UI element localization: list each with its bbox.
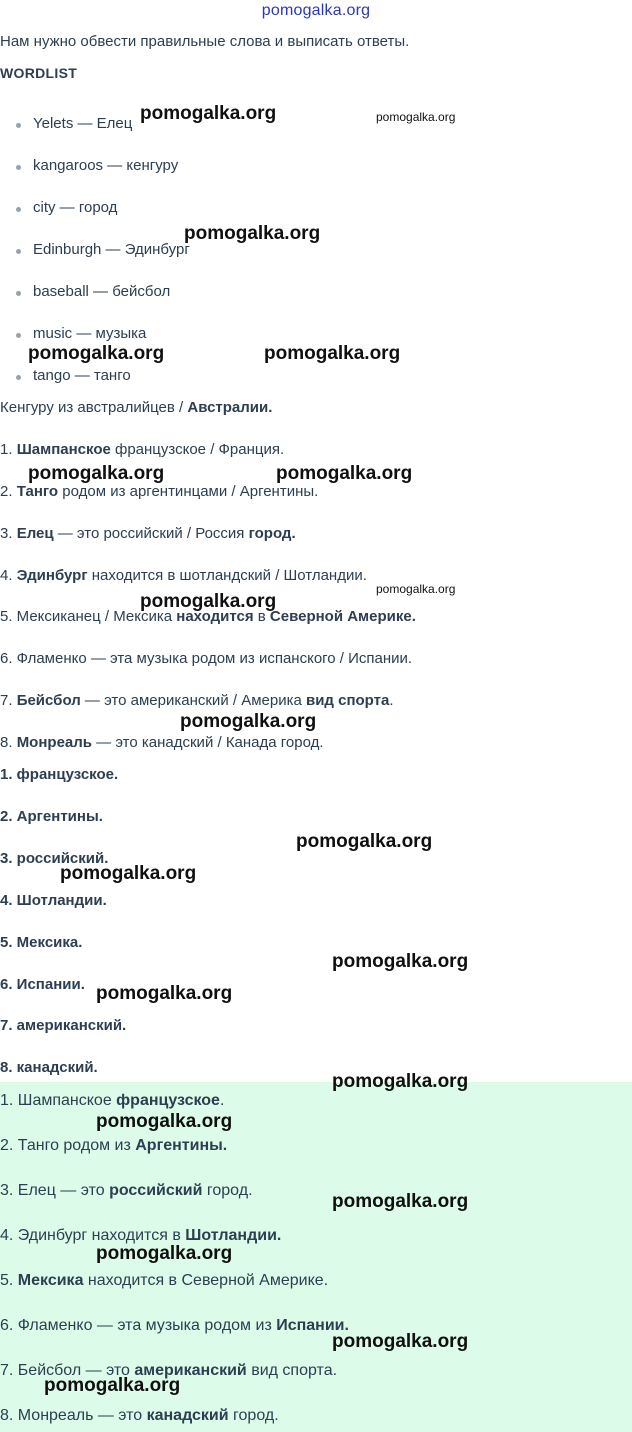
watermark: pomogalka.org (140, 591, 277, 612)
text-segment: в (253, 608, 270, 625)
watermark: pomogalka.org (332, 1071, 469, 1092)
text-segment: — это канадский / Канада город. (92, 734, 324, 751)
text-segment: 8. (0, 734, 17, 751)
exercise-sentence (0, 733, 324, 753)
exercise-sentence (0, 482, 318, 502)
text-segment: . (219, 1092, 225, 1109)
bold-segment: Бейсбол (16, 692, 81, 709)
example-answer: Австралии. (187, 399, 273, 416)
bullet-icon (16, 333, 21, 338)
exercise-sentence (0, 566, 367, 586)
example-line (0, 398, 272, 418)
text-segment: 1. Шампанское (0, 1092, 117, 1109)
text-segment: — это российский / Россия (53, 525, 249, 542)
bold-segment: российский (109, 1182, 203, 1199)
wordlist-item: kangaroos — кенгуру (33, 157, 179, 174)
text-segment: 3. (0, 525, 17, 542)
text-segment: 6. Фламенко — эта музыка родом из (0, 1317, 277, 1334)
answer-item: 1. французское. (0, 766, 119, 783)
text-segment: 4. (0, 567, 17, 584)
bullet-icon (16, 291, 21, 296)
exercise-sentence (0, 691, 394, 711)
bold-segment: Мексика (17, 1272, 84, 1289)
wordlist-title: WORDLIST (0, 65, 78, 81)
text-segment: родом из аргентинцами / Аргентины. (58, 483, 319, 500)
bold-segment: Монреаль (16, 734, 93, 751)
watermark: pomogalka.org (140, 103, 277, 124)
watermark: pomogalka.org (28, 343, 165, 364)
answer-item: 7. американский. (0, 1017, 127, 1034)
wordlist-item: Yelets — Елец (33, 115, 133, 132)
bold-segment: Елец (16, 525, 54, 542)
wordlist-item: tango — танго (33, 367, 131, 384)
wordlist-item: music — музыка (33, 325, 147, 342)
final-sentence (0, 1316, 349, 1336)
watermark: pomogalka.org (44, 1375, 181, 1396)
final-sentence (0, 1136, 227, 1156)
watermark: pomogalka.org (264, 343, 401, 364)
text-segment: 4. Эдинбург находится в (0, 1227, 186, 1244)
text-segment: 2. (0, 483, 17, 500)
wordlist-item: Edinburgh — Эдинбург (33, 241, 190, 258)
text-segment: город. (202, 1182, 253, 1199)
text-segment: вид спорта. (246, 1362, 338, 1379)
text-segment: 3. Елец — это (0, 1182, 110, 1199)
watermark: pomogalka.org (332, 951, 469, 972)
text-segment: 5. Мексиканец / Мексика (0, 608, 177, 625)
bullet-icon (16, 207, 21, 212)
text-segment: французское / Франция. (110, 441, 285, 458)
watermark: pomogalka.org (332, 1331, 469, 1352)
watermark: pomogalka.org (28, 463, 165, 484)
text-segment: 2. Танго родом из (0, 1137, 136, 1154)
bullet-icon (16, 375, 21, 380)
text-segment: город. (228, 1407, 279, 1424)
bullet-icon (16, 249, 21, 254)
bold-segment: Испании. (276, 1317, 349, 1334)
text-segment: 7. Бейсбол — это (0, 1362, 135, 1379)
watermark: pomogalka.org (96, 1111, 233, 1132)
wordlist-item: baseball — бейсбол (33, 283, 171, 300)
bold-segment: Северной Америке. (269, 608, 416, 625)
bold-segment: французское (116, 1092, 220, 1109)
watermark: pomogalka.org (96, 983, 233, 1004)
watermark: pomogalka.org (96, 1243, 233, 1264)
watermark: pomogalka.org (332, 1191, 469, 1212)
answer-item: 4. Шотландии. (0, 892, 107, 909)
text-segment: 8. Монреаль — это (0, 1407, 147, 1424)
answer-item: 5. Мексика. (0, 934, 83, 951)
answer-item: 3. российский. (0, 850, 109, 867)
bold-segment: находится (176, 608, 254, 625)
text-segment: — это американский / Америка (80, 692, 306, 709)
text-segment: 7. (0, 692, 17, 709)
text-segment: находится в Северной Америке. (83, 1272, 329, 1289)
text-segment: 1. (0, 441, 17, 458)
watermark-small: pomogalka.org (376, 582, 456, 596)
text-segment: . (389, 692, 394, 709)
bold-segment: Эдинбург (16, 567, 88, 584)
site-header[interactable]: pomogalka.org (261, 2, 371, 19)
final-sentence (0, 1271, 328, 1291)
bold-segment: город. (248, 525, 296, 542)
wordlist-item: city — город (33, 199, 118, 216)
exercise-sentence (0, 440, 284, 460)
text-segment: находится в шотландский / Шотландии. (87, 567, 367, 584)
exercise-sentence (0, 524, 296, 544)
answer-item: 8. канадский. (0, 1059, 98, 1076)
watermark: pomogalka.org (296, 831, 433, 852)
text-segment: 6. Фламенко — эта музыка родом из испанского / Испании. (0, 650, 413, 667)
example-text: Кенгуру из австралийцев / (0, 399, 188, 416)
bold-segment: Шампанское (16, 441, 111, 458)
answer-item: 6. Испании. (0, 976, 85, 993)
bold-segment: американский (134, 1362, 247, 1379)
bullet-icon (16, 165, 21, 170)
final-sentence (0, 1181, 253, 1201)
bold-segment: Аргентины. (135, 1137, 228, 1154)
bold-segment: Танго (16, 483, 59, 500)
final-sentence (0, 1091, 224, 1111)
watermark: pomogalka.org (60, 863, 197, 884)
bold-segment: вид спорта (305, 692, 390, 709)
watermark: pomogalka.org (184, 223, 321, 244)
intro-text: Нам нужно обвести правильные слова и выписать ответы. (0, 33, 410, 50)
bold-segment: Шотландии. (185, 1227, 282, 1244)
watermark: pomogalka.org (180, 711, 317, 732)
watermark-small: pomogalka.org (376, 110, 456, 124)
watermark: pomogalka.org (276, 463, 413, 484)
bold-segment: канадский (146, 1407, 229, 1424)
bullet-icon (16, 123, 21, 128)
text-segment: 5. (0, 1272, 18, 1289)
answer-item: 2. Аргентины. (0, 808, 103, 825)
final-sentence (0, 1406, 279, 1426)
exercise-sentence (0, 649, 412, 669)
